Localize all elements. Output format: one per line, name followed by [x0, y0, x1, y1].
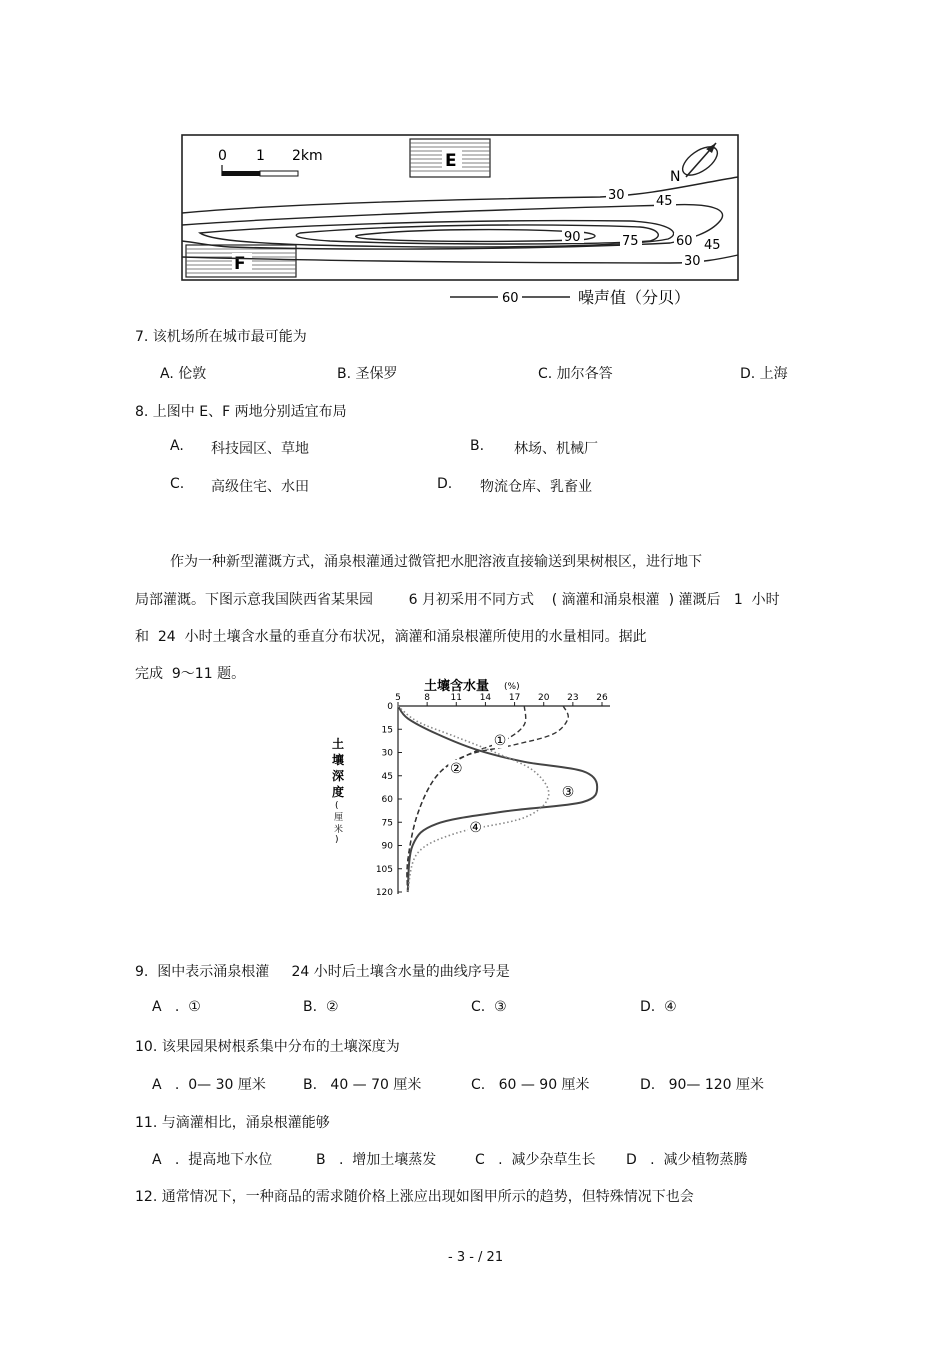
label-f: F	[234, 254, 246, 274]
x-tick-label: 11	[450, 693, 463, 703]
area-e	[410, 139, 490, 177]
q11-option-b: B . 增加土壤蒸发	[316, 1152, 437, 1168]
legend-text: 噪声值（分贝）	[578, 288, 691, 307]
y-axis-label-char: 深	[332, 769, 345, 783]
soil-moisture-chart	[320, 672, 620, 904]
q8-option-c-letter: C.	[170, 476, 185, 492]
curve-label: ③	[561, 784, 575, 801]
q9-option-d: D. ④	[640, 999, 677, 1015]
curve-label: ④	[469, 819, 482, 836]
y-tick-label: 75	[381, 818, 393, 829]
label-e: E	[445, 151, 457, 171]
q9-option-c: C. ③	[471, 999, 507, 1015]
scale-bar-white	[260, 171, 298, 176]
contour-90	[356, 230, 595, 242]
y-tick-label: 105	[375, 864, 393, 875]
contour-label: 45	[704, 238, 721, 253]
chart-title-unit: (%)	[504, 682, 520, 692]
q10-option-c: C. 60 — 90 厘米	[471, 1077, 590, 1093]
q7-option-a: A. 伦敦	[160, 366, 207, 382]
y-axis-label-char: 壤	[332, 753, 345, 767]
map-legend	[450, 288, 690, 307]
series-curve-4	[398, 706, 549, 892]
chart-curve-labels	[448, 732, 576, 836]
legend-value: 60	[502, 291, 519, 306]
y-axis-unit-char: 厘	[334, 813, 344, 823]
q8-option-d-text: 物流仓库、乳畜业	[480, 479, 592, 495]
q7-option-d: D. 上海	[740, 366, 788, 382]
contour-label: 30	[684, 254, 701, 269]
q11-option-d: D . 减少植物蒸腾	[626, 1152, 748, 1168]
contour-label: 60	[676, 234, 693, 249]
q9-option-a: A . ①	[152, 999, 201, 1015]
y-tick-label: 45	[381, 771, 393, 782]
q10-option-a: A . 0— 30 厘米	[152, 1077, 266, 1093]
q8-option-b-letter: B.	[470, 438, 485, 454]
q11-option-c: C . 减少杂草生长	[475, 1152, 596, 1168]
y-axis-unit	[334, 801, 343, 845]
series-curve-1	[407, 706, 568, 892]
q8-option-b-text: 林场、机械厂	[514, 441, 598, 457]
passage-line-4: 完成 9～11 题。	[135, 666, 246, 682]
q7-option-c: C. 加尔各答	[538, 366, 613, 382]
y-tick-label: 15	[381, 725, 393, 736]
q7-stem: 7. 该机场所在城市最可能为	[135, 329, 307, 345]
y-tick-label: 0	[387, 702, 393, 712]
q9-option-b: B. ②	[303, 999, 339, 1015]
north-arrow-icon	[670, 141, 722, 185]
q10-option-b: B. 40 — 70 厘米	[303, 1077, 422, 1093]
y-tick-label: 120	[375, 888, 393, 898]
q10-option-d: D. 90— 120 厘米	[640, 1077, 765, 1093]
y-tick-label: 30	[381, 748, 393, 759]
x-tick-label: 23	[567, 693, 579, 703]
y-axis-unit-char: (	[335, 801, 339, 811]
q9-stem: 9. 图中表示涌泉根灌 24 小时后土壤含水量的曲线序号是	[135, 964, 510, 980]
y-axis-unit-char: 米	[334, 825, 344, 835]
y-axis-label-char: 土	[332, 737, 345, 751]
q11-stem: 11. 与滴灌相比，涌泉根灌能够	[135, 1115, 330, 1131]
contour-label: 90	[564, 230, 581, 245]
q8-option-a-text: 科技园区、草地	[211, 441, 309, 457]
x-tick-label: 14	[479, 693, 492, 703]
q10-stem: 10. 该果园果树根系集中分布的土壤深度为	[135, 1039, 400, 1055]
y-axis-label	[332, 736, 344, 799]
q7-option-b: B. 圣保罗	[337, 366, 398, 382]
curve-label: ①	[493, 733, 507, 750]
y-axis-unit-char: )	[335, 835, 339, 845]
q12-stem: 12. 通常情况下，一种商品的需求随价格上涨应出现如图甲所示的趋势，但特殊情况下也会	[135, 1189, 694, 1205]
noise-contour-map	[170, 125, 750, 315]
q8-option-a-letter: A.	[170, 438, 184, 454]
q8-stem: 8. 上图中 E、F 两地分别适宜布局	[135, 404, 347, 420]
passage-line-1: 作为一种新型灌溉方式，涌泉根灌通过微管把水肥溶液直接输送到果树根区，进行地下	[170, 554, 702, 570]
scale-label-0: 0	[218, 148, 227, 164]
scale-label-1: 1	[256, 148, 265, 164]
x-tick-label: 17	[508, 693, 521, 703]
contour-label: 75	[622, 234, 639, 249]
passage-line-3: 和 24 小时土壤含水量的垂直分布状况，滴灌和涌泉根灌所使用的水量相同。据此	[135, 629, 647, 645]
y-axis-label-char: 度	[332, 785, 345, 799]
curve-label: ②	[450, 761, 463, 777]
y-tick-label: 60	[381, 795, 393, 805]
contour-label: 30	[608, 188, 625, 203]
x-tick-label: 8	[424, 693, 431, 703]
chart-title: 土壤含水量	[424, 679, 490, 694]
north-label: N	[670, 169, 681, 185]
page-number: - 3 - / 21	[448, 1250, 504, 1265]
y-tick-label: 90	[381, 841, 393, 852]
x-tick-label: 20	[537, 693, 550, 703]
area-f	[186, 245, 296, 277]
x-tick-label: 5	[395, 693, 401, 703]
x-tick-label: 26	[596, 693, 608, 703]
q11-option-a: A . 提高地下水位	[152, 1152, 273, 1168]
q8-option-c-text: 高级住宅、水田	[211, 479, 309, 495]
passage-line-2: 局部灌溉。下图示意我国陕西省某果园 6 月初采用不同方式 ( 滴灌和涌泉根灌 ) 灌溉后 1 小时	[135, 592, 780, 608]
q8-option-d-letter: D.	[437, 476, 453, 492]
contour-label: 45	[656, 194, 673, 209]
scale-label-2: 2km	[292, 148, 323, 164]
scale-bar-black	[222, 171, 260, 176]
